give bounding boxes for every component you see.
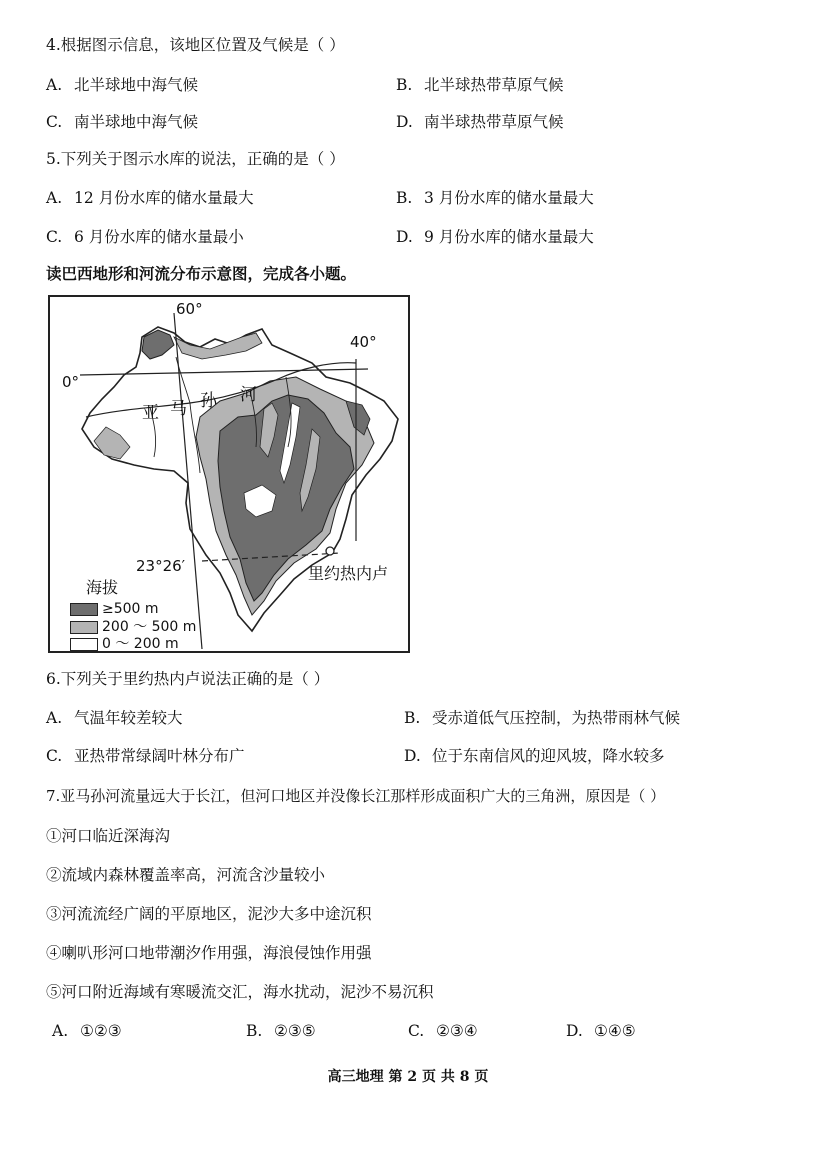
option-text: 亚热带常绿阔叶林分布广 [74, 747, 245, 765]
legend-label: ≥500 m [102, 601, 159, 617]
q4-stem: 4.根据图示信息，该地区位置及气候是（ ） [46, 36, 345, 54]
option-text: ②③⑤ [274, 1022, 316, 1040]
q4-option-c[interactable] [46, 112, 198, 132]
option-key: B. [404, 709, 421, 727]
legend-mid [70, 619, 196, 635]
option-key: B. [246, 1022, 263, 1040]
lon-40-label: 40° [350, 333, 377, 351]
option-text: 6 月份水库的储水量最小 [74, 228, 244, 246]
legend-swatch-mid [70, 621, 98, 634]
q7-option-d[interactable] [566, 1021, 636, 1041]
option-key: A. [52, 1022, 69, 1040]
option-text: 气温年较差较大 [74, 709, 183, 727]
option-key: C. [46, 228, 63, 246]
option-key: C. [46, 113, 63, 131]
legend-swatch-high [70, 603, 98, 616]
option-key: D. [404, 747, 421, 765]
q7-option-a[interactable] [52, 1021, 122, 1041]
q6-option-b[interactable] [404, 708, 680, 728]
option-text: 3 月份水库的储水量最大 [424, 189, 594, 207]
q5-option-a[interactable] [46, 188, 254, 208]
option-text: 12 月份水库的储水量最大 [74, 189, 254, 207]
q4-option-a[interactable] [46, 75, 198, 95]
lon-60-label: 60° [176, 300, 203, 318]
option-text: 位于东南信风的迎风坡，降水较多 [432, 747, 665, 765]
option-key: C. [408, 1022, 425, 1040]
option-key: A. [46, 709, 63, 727]
page-footer: 高三地理 第 2 页 共 8 页 [327, 1069, 489, 1085]
option-text: 南半球热带草原气候 [424, 113, 564, 131]
river-name-char: 亚 [142, 403, 159, 423]
rio-label: 里约热内卢 [308, 564, 389, 583]
option-key: A. [46, 76, 63, 94]
q7-statement: ①河口临近深海沟 [46, 827, 171, 845]
option-key: B. [396, 76, 413, 94]
option-text: ①④⑤ [594, 1022, 636, 1040]
legend-low [70, 636, 179, 652]
option-key: C. [46, 747, 63, 765]
q7-stem: 7.亚马孙河流量远大于长江，但河口地区并没像长江那样形成面积广大的三角洲，原因是（ ） [46, 787, 666, 805]
rio-marker [326, 547, 334, 555]
option-text: 受赤道低气压控制，为热带雨林气候 [432, 709, 681, 727]
legend-swatch-low [70, 638, 98, 651]
legend-label: 200 ～ 500 m [102, 619, 197, 635]
q5-option-d[interactable] [396, 227, 594, 247]
q6-option-a[interactable] [46, 708, 183, 728]
q7-option-b[interactable] [246, 1021, 316, 1041]
q6-option-c[interactable] [46, 746, 245, 766]
q6-stem: 6.下列关于里约热内卢说法正确的是（ ） [46, 670, 330, 688]
q7-statement: ④喇叭形河口地带潮汐作用强，海浪侵蚀作用强 [46, 944, 372, 962]
option-key: B. [396, 189, 413, 207]
brazil-terrain-map [48, 295, 410, 653]
option-text: 北半球地中海气候 [74, 76, 199, 94]
q5-option-c[interactable] [46, 227, 244, 247]
option-text: 南半球地中海气候 [74, 113, 199, 131]
option-key: D. [396, 228, 413, 246]
q7-statement: ③河流流经广阔的平原地区，泥沙大多中途沉积 [46, 905, 372, 923]
legend-high [70, 601, 159, 617]
q7-option-c[interactable] [408, 1021, 478, 1041]
q6-option-d[interactable] [404, 746, 665, 766]
option-text: ①②③ [80, 1022, 122, 1040]
q7-statement: ⑤河口附近海域有寒暖流交汇，海水扰动，泥沙不易沉积 [46, 983, 434, 1001]
river-name-char: 孙 [200, 391, 217, 411]
q5-option-b[interactable] [396, 188, 594, 208]
q5-stem: 5.下列关于图示水库的说法，正确的是（ ） [46, 150, 345, 168]
option-key: D. [566, 1022, 583, 1040]
option-key: D. [396, 113, 413, 131]
river-name-char: 河 [240, 385, 257, 405]
option-text: 北半球热带草原气候 [424, 76, 564, 94]
option-key: A. [46, 189, 63, 207]
q4-option-d[interactable] [396, 112, 564, 132]
option-text: 9 月份水库的储水量最大 [424, 228, 594, 246]
legend-title: 海拔 [86, 578, 119, 597]
lat-tropic-label: 23°26′ [136, 557, 186, 575]
section-intro: 读巴西地形和河流分布示意图，完成各小题。 [46, 264, 357, 283]
river-name-char: 马 [170, 399, 187, 419]
legend-label: 0 ～ 200 m [102, 636, 179, 652]
option-text: ②③④ [436, 1022, 478, 1040]
q7-statement: ②流域内森林覆盖率高，河流含沙量较小 [46, 866, 326, 884]
lat-0-label: 0° [62, 373, 80, 391]
q4-option-b[interactable] [396, 75, 564, 95]
